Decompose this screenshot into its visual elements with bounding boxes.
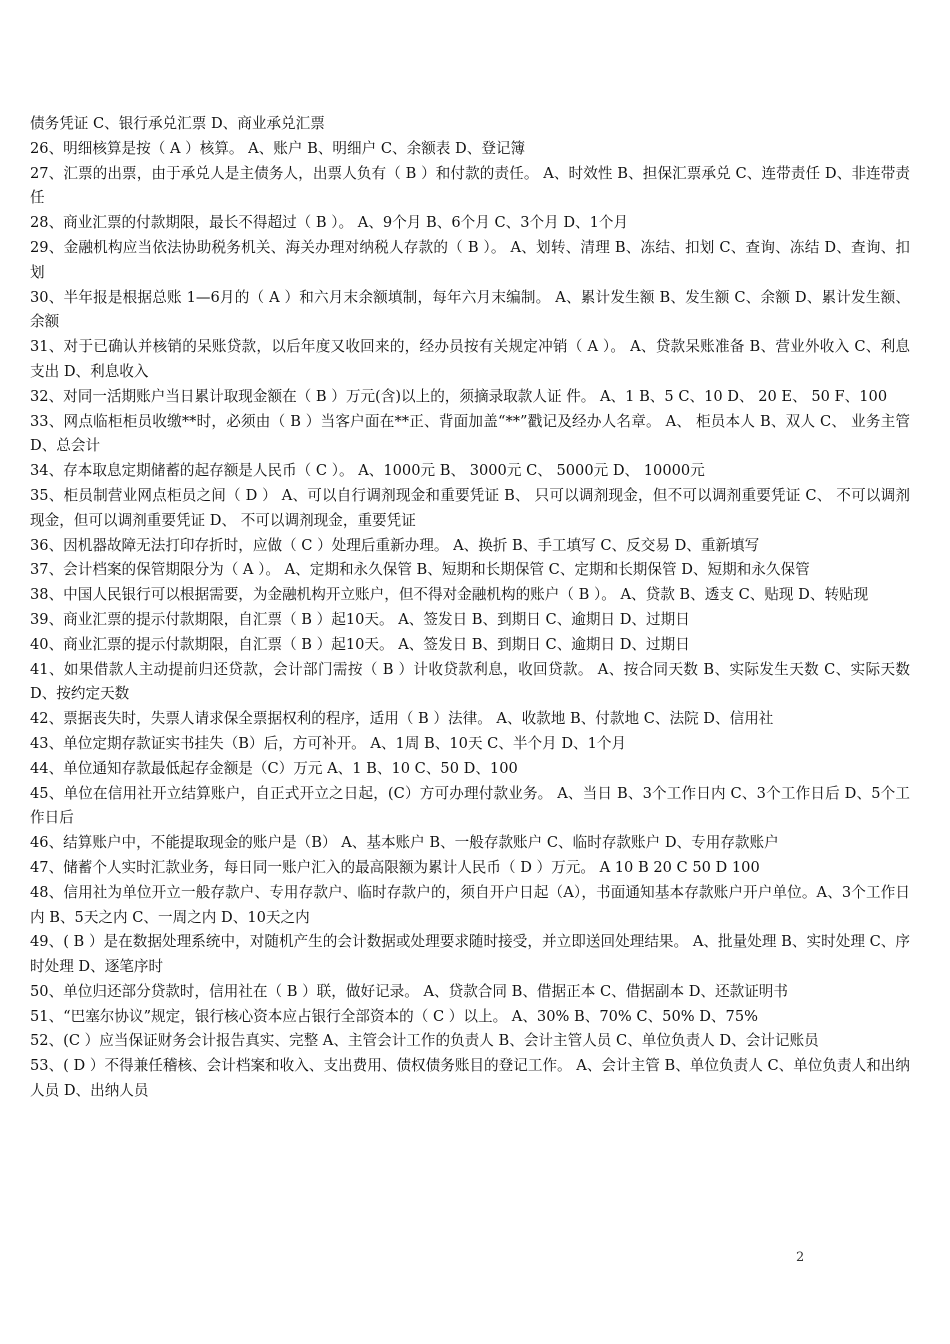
question-38: 38、中国人民银行可以根据需要，为金融机构开立账户，但不得对金融机构的账户（ B ）。 A、贷款 B、透支 C、贴现 D、转贴现 — [30, 586, 869, 604]
question-44: 44、单位通知存款最低起存金额是（C）万元 A、1 B、10 C、50 D、100 — [30, 759, 518, 777]
question-continuation: 债务凭证 C、银行承兑汇票 D、商业承兑汇票 — [30, 115, 325, 132]
question-list — [30, 112, 910, 1104]
question-51: 51、“巴塞尔协议”规定，银行核心资本应占银行全部资本的（ C ）以上。 A、30% B、70% C、50% D、75% — [30, 1007, 758, 1025]
question-37: 37、会计档案的保管期限分为（ A ）。 A、定期和永久保管 B、短期和长期保管 C、定期和长期保管 D、短期和永久保管 — [30, 561, 810, 579]
question-45: 45、单位在信用社开立结算账户，自正式开立之日起，(C）方可办理付款业务。 A、当日 B、3个工作日内 C、3个工作日后 D、5个工作日后 — [30, 784, 910, 827]
question-36: 36、因机器故障无法打印存折时，应做（ C ）处理后重新办理。 A、换折 B、手工填写 C、反交易 D、重新填写 — [30, 536, 760, 554]
question-49: 49、( B ）是在数据处理系统中，对随机产生的会计数据或处理要求随时接受，并立即送回处理结果。 A、批量处理 B、实时处理 C、序时处理 D、逐笔序时 — [30, 933, 910, 976]
question-48: 48、信用社为单位开立一般存款户、专用存款户、临时存款户的，须自开户日起（A），书面通知基本存款账户开户单位。A、3个工作日内 B、5天之内 C、一周之内 D、10天之内 — [30, 883, 910, 926]
question-27: 27、汇票的出票，由于承兑人是主债务人，出票人负有（ B ）和付款的责任。 A、时效性 B、担保汇票承兑 C、连带责任 D、非连带责任 — [30, 164, 910, 207]
question-39: 39、商业汇票的提示付款期限，自汇票（ B ）起10天。 A、签发日 B、到期日 C、逾期日 D、过期日 — [30, 610, 690, 628]
question-31: 31、对于已确认并核销的呆账贷款，以后年度又收回来的，经办员按有关规定冲销（ A ）。 A、贷款呆账准备 B、营业外收入 C、利息支出 D、利息收入 — [30, 338, 910, 380]
question-42: 42、票据丧失时，失票人请求保全票据权利的程序，适用（ B ）法律。 A、收款地 B、付款地 C、法院 D、信用社 — [30, 710, 774, 728]
question-29: 29、金融机构应当依法协助税务机关、海关办理对纳税人存款的（ B ）。 A、划转、清理 B、冻结、扣划 C、查询、冻结 D、查询、扣划 — [30, 238, 910, 281]
question-28: 28、商业汇票的付款期限，最长不得超过（ B ）。 A、9个月 B、6个月 C、3个月 D、1个月 — [30, 214, 629, 232]
question-35: 35、柜员制营业网点柜员之间（ D ） A、可以自行调剂现金和重要凭证 B、 只可以调剂现金，但不可以调剂重要凭证 C、 不可以调剂现金，但可以调剂重要凭证 D、 不可以调剂现金，重要凭证 — [30, 486, 910, 529]
question-46: 46、结算账户中，不能提取现金的账户是（B） A、基本账户 B、一般存款账户 C、临时存款账户 D、专用存款账户 — [30, 834, 779, 852]
question-50: 50、单位归还部分贷款时，信用社在（ B ）联，做好记录。 A、贷款合同 B、借据正本 C、借据副本 D、还款证明书 — [30, 982, 788, 1000]
question-53: 53、( D ）不得兼任稽核、会计档案和收入、支出费用、债权债务账目的登记工作。 A、会计主管 B、单位负责人 C、单位负责人和出纳人员 D、出纳人员 — [30, 1057, 910, 1100]
question-43: 43、单位定期存款证实书挂失（B）后，方可补开。 A、1周 B、10天 C、半个月 D、1个月 — [30, 734, 627, 752]
question-47: 47、储蓄个人实时汇款业务，每日同一账户汇入的最高限额为累计人民币（ D ）万元。 A 10 B 20 C 50 D 100 — [30, 858, 760, 876]
question-30: 30、半年报是根据总账 1—6月的（ A ）和六月末余额填制，每年六月末编制。 A、累计发生额 B、发生额 C、余额 D、累计发生额、余额 — [30, 288, 910, 331]
question-26: 26、明细核算是按（ A ）核算。 A、账户 B、明细户 C、余额表 D、登记簿 — [30, 139, 526, 157]
page-number: 2 — [796, 1250, 805, 1265]
question-32: 32、对同一活期账户当日累计取现金额在（ B ）万元(含)以上的，须摘录取款人证 件。 A、1 B、5 C、10 D、 20 E、 50 F、100 — [30, 387, 888, 405]
question-33: 33、网点临柜柜员收缴**时，必须由（ B ）当客户面在**正、背面加盖“**”戳记及经办人名章。 A、 柜员本人 B、双人 C、 业务主管 D、总会计 — [30, 412, 910, 455]
question-52: 52、(C ）应当保证财务会计报告真实、完整 A、主管会计工作的负责人 B、会计主管人员 C、单位负责人 D、会计记账员 — [30, 1032, 819, 1050]
question-34: 34、存本取息定期储蓄的起存额是人民币（ C ）。 A、1000元 B、 3000元 C、 5000元 D、 10000元 — [30, 462, 705, 480]
question-40: 40、商业汇票的提示付款期限，自汇票（ B ）起10天。 A、签发日 B、到期日 C、逾期日 D、过期日 — [30, 635, 690, 653]
question-41: 41、如果借款人主动提前归还贷款，会计部门需按（ B ）计收贷款利息，收回贷款。 A、按合同天数 B、实际发生天数 C、实际天数 D、按约定天数 — [30, 660, 910, 703]
